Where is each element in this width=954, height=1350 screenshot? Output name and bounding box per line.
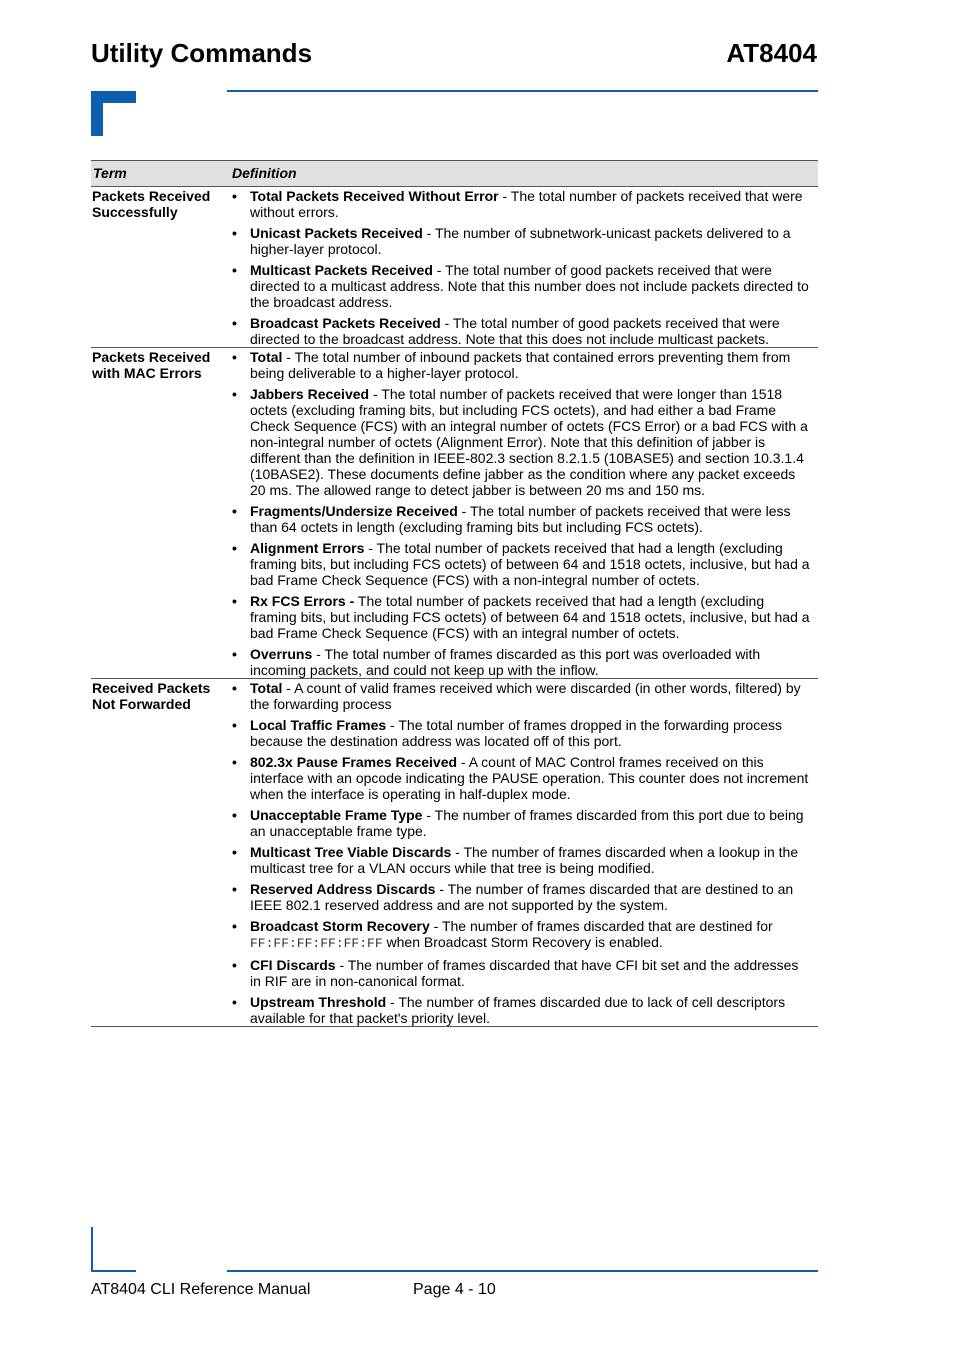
item-text-after: when Broadcast Storm Recovery is enabled. — [382, 934, 663, 950]
item-label: Total — [250, 349, 283, 365]
bullet-icon: • — [232, 262, 237, 278]
table-header-row — [91, 161, 818, 187]
item-label: Fragments/Undersize Received — [250, 503, 458, 519]
item-text: - The total number of good packets received that were directed to the broadcast address. Note that this does not include multicast packets. — [250, 315, 780, 347]
item-label: 802.3x Pause Frames Received — [250, 754, 458, 770]
bullet-icon: • — [232, 386, 237, 402]
bullet-icon: • — [232, 593, 237, 609]
item-label: Upstream Threshold — [250, 994, 387, 1010]
definition-cell — [226, 187, 818, 348]
item-label: Local Traffic Frames — [250, 717, 387, 733]
bullet-icon: • — [232, 225, 237, 241]
list-item — [232, 225, 812, 257]
list-item — [232, 386, 812, 498]
item-text: - The total number of packets received that were without errors. — [250, 188, 803, 220]
bullet-icon: • — [232, 807, 237, 823]
footer-rule — [227, 1270, 818, 1272]
definition-list — [232, 680, 812, 1026]
item-text: - The number of frames discarded from this port due to being an unacceptable frame type. — [250, 807, 804, 839]
corner-bracket-top — [91, 91, 136, 136]
bullet-icon: • — [232, 918, 237, 934]
bullet-icon: • — [232, 646, 237, 662]
item-text: - The number of frames discarded when a lookup in the multicast tree for a VLAN occurs while that tree is being modified. — [250, 844, 799, 876]
item-label: Jabbers Received — [250, 386, 370, 402]
table-row — [91, 679, 818, 1027]
term-cell: Received Packets Not Forwarded — [91, 679, 226, 1027]
item-text: - The total number of inbound packets that contained errors preventing them from being deliverable to a higher-layer protocol. — [250, 349, 791, 381]
item-text: - The total number of packets received that had a length (excluding framing bits, but including FCS octets) of between 64 and 1518 octets, inclusive, but had a bad Frame Check Sequence (FCS) with a non-integral number of octets. — [250, 540, 810, 588]
item-label: Rx FCS Errors - — [250, 593, 355, 609]
bullet-icon: • — [232, 754, 237, 770]
definitions-table — [91, 160, 818, 1027]
item-label: Broadcast Storm Recovery — [250, 918, 430, 934]
item-text: - The total number of packets received that were less than 64 octets in length (excluding framing bits but including FCS octets). — [250, 503, 791, 535]
item-text: - The total number of good packets received that were directed to a multicast address. Note that this number does not include packets directed to the broadcast address. — [250, 262, 809, 310]
column-header-term: Term — [91, 161, 226, 187]
bullet-icon: • — [232, 503, 237, 519]
bullet-icon: • — [232, 844, 237, 860]
list-item — [232, 918, 812, 952]
bullet-icon: • — [232, 315, 237, 331]
item-label: Multicast Packets Received — [250, 262, 433, 278]
list-item — [232, 349, 812, 381]
item-text: - The total number of frames discarded as this port was overloaded with incoming packets, and could not keep up with the inflow. — [250, 646, 761, 678]
list-item — [232, 315, 812, 347]
item-text: - A count of MAC Control frames received on this interface with an opcode indicating the PAUSE operation. This counter does not increment when the interface is operating in half-duplex mode. — [250, 754, 809, 802]
term-cell: Packets Received Successfully — [91, 187, 226, 348]
list-item — [232, 957, 812, 989]
list-item — [232, 680, 812, 712]
bullet-icon: • — [232, 680, 237, 696]
bullet-icon: • — [232, 717, 237, 733]
definition-list — [232, 349, 812, 678]
bullet-icon: • — [232, 349, 237, 365]
footer-manual-title: AT8404 CLI Reference Manual — [91, 1281, 311, 1298]
list-item — [232, 717, 812, 749]
bullet-icon: • — [232, 957, 237, 973]
item-text: - The number of frames discarded that have CFI bit set and the addresses in RIF are in non-canonical format. — [250, 957, 799, 989]
corner-bracket-bottom — [91, 1227, 136, 1272]
bullet-icon: • — [232, 540, 237, 556]
item-label: CFI Discards — [250, 957, 336, 973]
item-label: Overruns — [250, 646, 313, 662]
header-rule — [227, 90, 818, 92]
list-item — [232, 262, 812, 310]
list-item — [232, 881, 812, 913]
header-product: AT8404 — [726, 38, 817, 68]
table-row — [91, 348, 818, 679]
list-item — [232, 844, 812, 876]
definition-cell — [226, 679, 818, 1027]
item-text: The total number of packets received that had a length (excluding framing bits, but including FCS octets) of between 64 and 1518 octets, inclusive, but had a bad Frame Check Sequence (FCS) with an integral number of octets. — [250, 593, 810, 641]
list-item — [232, 646, 812, 678]
bullet-icon: • — [232, 994, 237, 1010]
list-item — [232, 754, 812, 802]
item-label: Alignment Errors — [250, 540, 365, 556]
item-text: - The number of frames discarded that are destined for — [429, 918, 773, 934]
item-text: - The total number of packets received that were longer than 1518 octets (excluding framing bits, but including FCS octets), and had either a bad Frame Check Sequence (FCS) with an integral number of octets (FCS Error) or a bad FCS with a non-integral number of octets (Alignment Error). Note that this definition of jabber is different than the definition in IEEE-802.3 section 8.2.1.5 (10BASE5) and section 10.3.1.4 (10BASE2). These documents define jabber as the condition where any packet exceeds 20 ms. The allowed range to detect jabber is between 20 ms and 150 ms. — [250, 386, 808, 498]
item-label: Total — [250, 680, 283, 696]
item-text: - The number of frames discarded that are destined to an IEEE 802.1 reserved address and are not supported by the system. — [250, 881, 794, 913]
footer-page-number: Page 4 - 10 — [413, 1281, 496, 1298]
list-item — [232, 807, 812, 839]
list-item — [232, 188, 812, 220]
item-label: Unacceptable Frame Type — [250, 807, 423, 823]
bullet-icon: • — [232, 881, 237, 897]
term-cell: Packets Received with MAC Errors — [91, 348, 226, 679]
item-label: Broadcast Packets Received — [250, 315, 441, 331]
bullet-icon: • — [232, 188, 237, 204]
list-item — [232, 593, 812, 641]
item-label: Reserved Address Discards — [250, 881, 436, 897]
item-code: FF:FF:FF:FF:FF:FF — [250, 936, 383, 951]
definition-list — [232, 188, 812, 347]
column-header-definition: Definition — [226, 161, 818, 187]
item-label: Total Packets Received Without Error — [250, 188, 499, 204]
item-label: Unicast Packets Received — [250, 225, 423, 241]
item-text: - The number of frames discarded due to lack of cell descriptors available for that packet's priority level. — [250, 994, 786, 1026]
item-text: - The total number of frames dropped in the forwarding process because the destination address was located off of this port. — [250, 717, 783, 749]
header-title: Utility Commands — [91, 38, 313, 68]
item-text: - A count of valid frames received which were discarded (in other words, filtered) by the forwarding process — [250, 680, 801, 712]
list-item — [232, 503, 812, 535]
item-text: - The number of subnetwork-unicast packets delivered to a higher-layer protocol. — [250, 225, 791, 257]
list-item — [232, 540, 812, 588]
item-label: Multicast Tree Viable Discards — [250, 844, 452, 860]
list-item — [232, 994, 812, 1026]
table-row — [91, 187, 818, 348]
definition-cell — [226, 348, 818, 679]
